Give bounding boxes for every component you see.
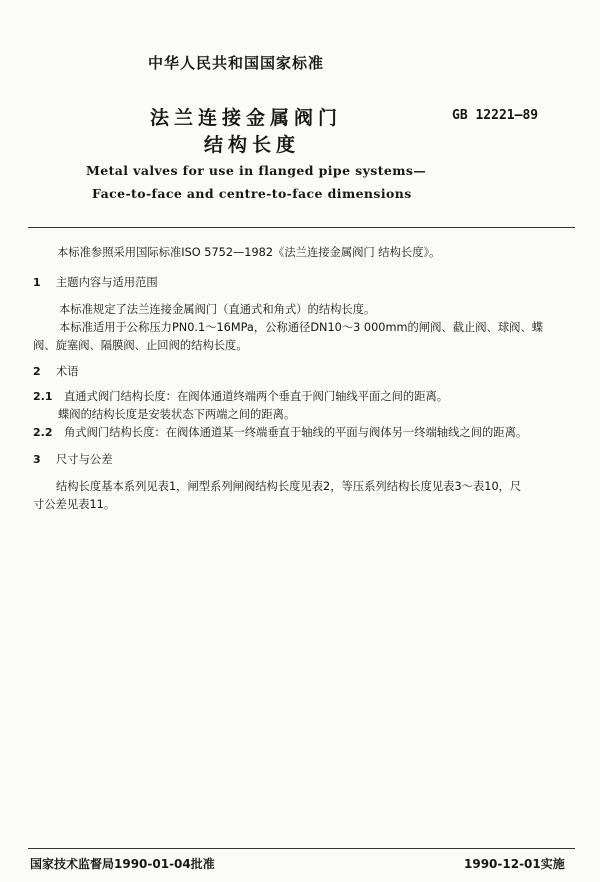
english-title-line1: Metal valves for use in flanged pipe systems— bbox=[86, 163, 427, 178]
approval-date: 国家技术监督局1990-01-04批准 bbox=[30, 857, 215, 871]
section-1-paragraph-3: 阀、旋塞阀、隔膜阀、止回阀的结构长度。 bbox=[33, 339, 248, 352]
standard-number: GB 12221—89 bbox=[452, 108, 539, 123]
english-title-line2: Face-to-face and centre-to-face dimensions bbox=[92, 186, 412, 201]
bottom-divider bbox=[28, 848, 575, 849]
section-2-title: 术语 bbox=[56, 365, 79, 378]
clause-2-1-number: 2.1 bbox=[33, 390, 53, 403]
clause-2-2-text: 角式阀门结构长度：在阀体通道某一终端垂直于轴线的平面与阀体另一终端轴线之间的距离。 bbox=[64, 426, 528, 439]
effective-date: 1990-12-01实施 bbox=[464, 857, 565, 871]
chinese-title-line2: 结构长度 bbox=[204, 134, 301, 156]
section-2-number: 2 bbox=[33, 365, 41, 378]
top-divider bbox=[28, 227, 575, 228]
section-1-number: 1 bbox=[33, 276, 41, 289]
clause-2-2-number: 2.2 bbox=[33, 426, 53, 439]
section-3-paragraph-2: 寸公差见表11。 bbox=[33, 498, 116, 511]
section-1-title: 主题内容与适用范围 bbox=[56, 276, 158, 289]
clause-2-1-note: 蝶阀的结构长度是安装状态下两端之间的距离。 bbox=[58, 408, 296, 421]
section-1-paragraph-2: 本标准适用于公称压力PN0.1～16MPa，公称通径DN10～3 000mm的闸阀、截止阀、球阀、蝶 bbox=[59, 321, 544, 334]
section-1-paragraph-1: 本标准规定了法兰连接金属阀门（直通式和角式）的结构长度。 bbox=[59, 303, 376, 316]
intro-paragraph: 本标准参照采用国际标准ISO 5752—1982《法兰连接金属阀门 结构长度》。 bbox=[57, 246, 441, 259]
section-3-paragraph-1: 结构长度基本系列见表1，闸型系列闸阀结构长度见表2，等压系列结构长度见表3～表10，尺 bbox=[56, 480, 522, 493]
section-3-number: 3 bbox=[33, 453, 41, 466]
issuing-body-header: 中华人民共和国国家标准 bbox=[148, 54, 325, 72]
chinese-title-line1: 法兰连接金属阀门 bbox=[150, 107, 343, 129]
clause-2-1-text: 直通式阀门结构长度：在阀体通道终端两个垂直于阀门轴线平面之间的距离。 bbox=[64, 390, 449, 403]
section-3-title: 尺寸与公差 bbox=[56, 453, 113, 466]
